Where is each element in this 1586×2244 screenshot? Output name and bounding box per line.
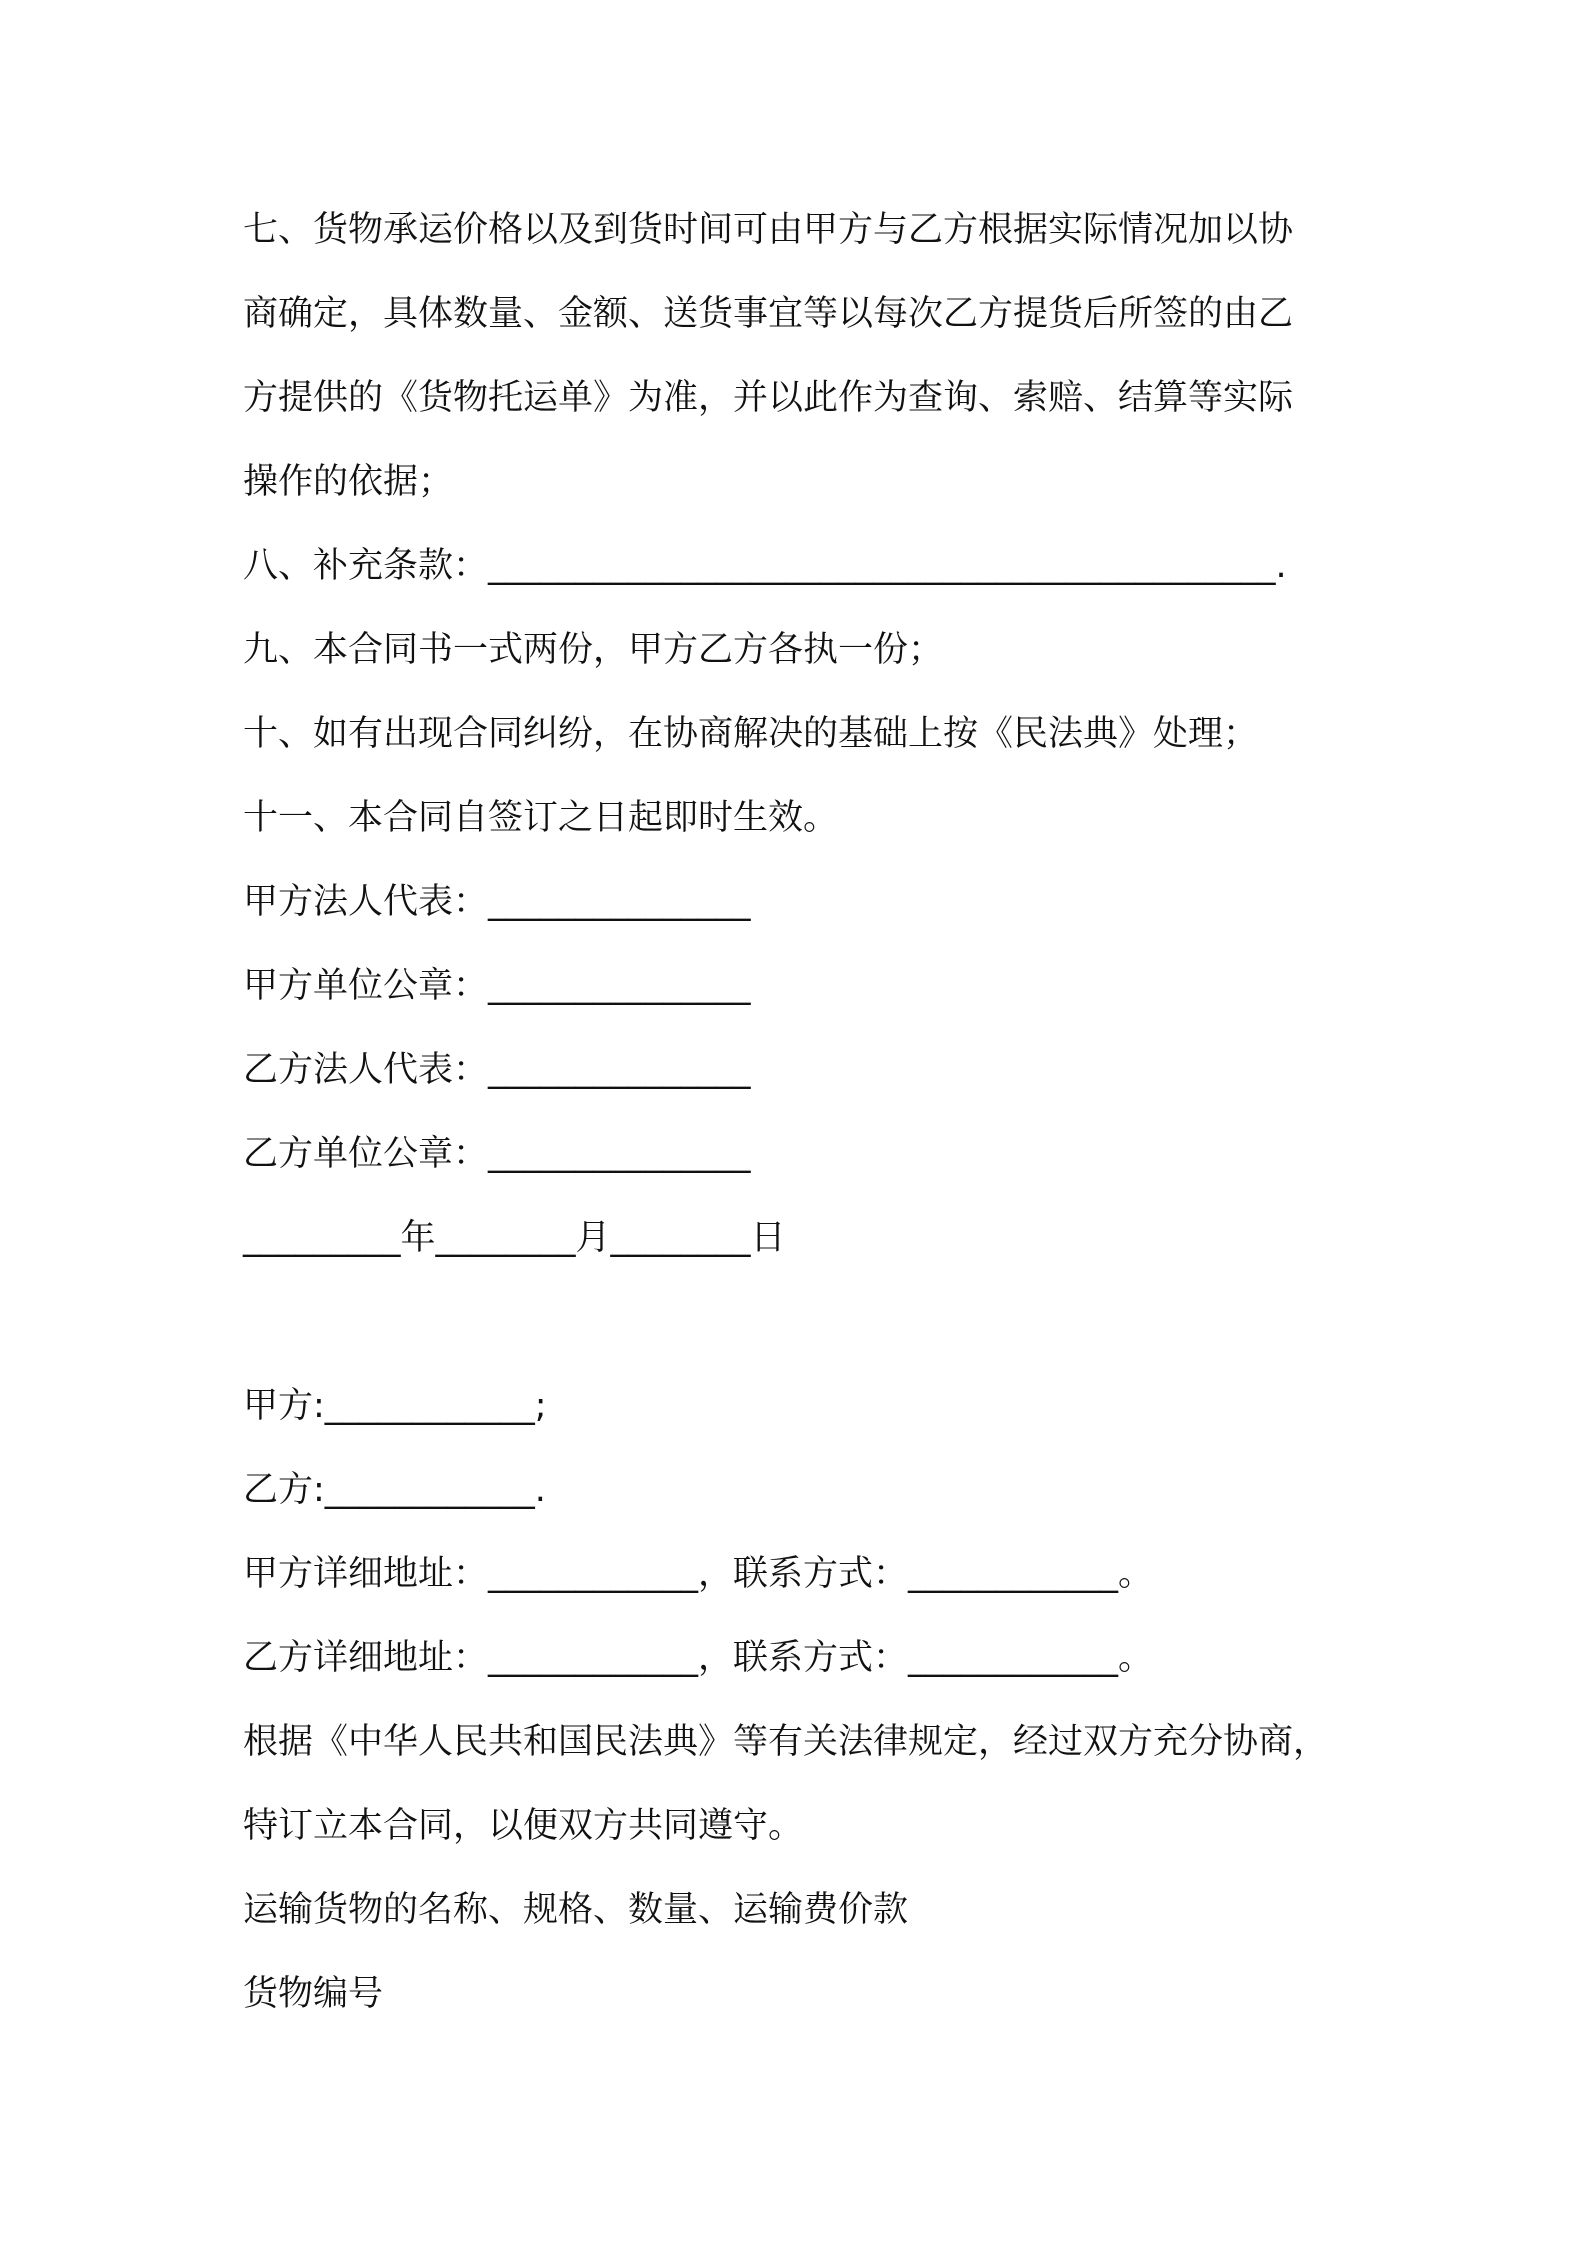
clause-9-copies: 九、本合同书一式两份，甲方乙方各执一份； [243, 630, 944, 670]
preamble-line-1: 根据《中华人民共和国民法典》等有关法律规定，经过双方充分协商， [243, 1722, 1329, 1762]
clause-7-line-4: 操作的依据； [243, 462, 454, 502]
party-a-representative: 甲方法人代表：_______________ [243, 882, 751, 922]
preamble-line-2: 特订立本合同，以便双方共同遵守。 [243, 1806, 804, 1846]
clause-7-line-3: 方提供的《货物托运单》为准，并以此作为查询、索赔、结算等实际 [243, 378, 1294, 418]
party-a-name: 甲方:____________; [243, 1386, 547, 1426]
clause-11-effective: 十一、本合同自签订之日起即时生效。 [243, 798, 839, 838]
sign-date: _________年________月________日 [243, 1218, 786, 1258]
clause-7-line-2: 商确定，具体数量、金额、送货事宜等以每次乙方提货后所签的由乙 [243, 294, 1294, 334]
party-b-representative: 乙方法人代表：_______________ [243, 1050, 751, 1090]
party-a-address-contact: 甲方详细地址：____________，联系方式：____________。 [243, 1554, 1154, 1594]
clause-7-line-1: 七、货物承运价格以及到货时间可由甲方与乙方根据实际情况加以协 [243, 210, 1294, 250]
party-b-name: 乙方:____________. [243, 1470, 546, 1510]
clause-8-supplementary-terms: 八、补充条款：_____________________________________________. [243, 546, 1287, 586]
goods-number-label: 货物编号 [243, 1974, 384, 2014]
party-b-seal: 乙方单位公章：_______________ [243, 1134, 751, 1174]
party-b-address-contact: 乙方详细地址：____________，联系方式：____________。 [243, 1638, 1154, 1678]
clause-10-disputes: 十、如有出现合同纠纷，在协商解决的基础上按《民法典》处理； [243, 714, 1259, 754]
party-a-seal: 甲方单位公章：_______________ [243, 966, 751, 1006]
goods-heading: 运输货物的名称、规格、数量、运输费价款 [243, 1890, 909, 1930]
